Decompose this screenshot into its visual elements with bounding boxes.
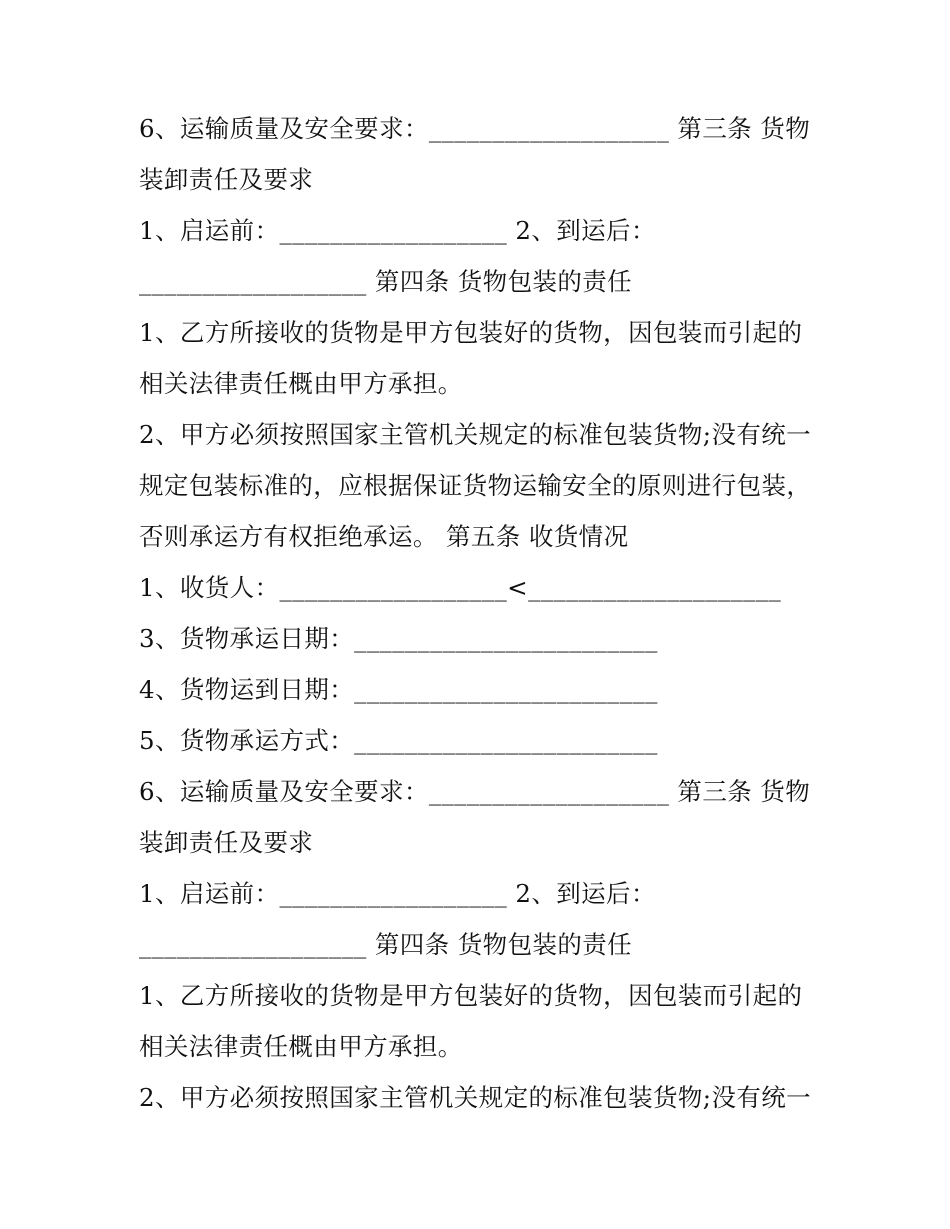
text-line: 2、甲方必须按照国家主管机关规定的标准包装货物;没有统一 [139,1083,812,1112]
text-line: 3、货物承运日期：________________________ [139,624,658,653]
text-line: 1、启运前：__________________ 2、到运后： [139,216,656,245]
text-line: 2、甲方必须按照国家主管机关规定的标准包装货物;没有统一 [139,420,812,449]
text-line: 1、收货人：__________________<____________________ [139,573,782,602]
text-line: 6、运输质量及安全要求：___________________ 第三条 货物 [139,114,811,143]
text-line: 5、货物承运方式：________________________ [139,726,658,755]
text-line: 6、运输质量及安全要求：___________________ 第三条 货物 [139,777,811,806]
text-line: 装卸责任及要求 [139,165,314,194]
text-line: __________________ 第四条 货物包装的责任 [139,267,633,296]
text-line: 4、货物运到日期：________________________ [139,675,658,704]
text-line: 装卸责任及要求 [139,828,314,857]
text-line: 否则承运方有权拒绝承运。 第五条 收货情况 [139,522,629,551]
text-line: __________________ 第四条 货物包装的责任 [139,930,633,959]
text-line: 1、乙方所接收的货物是甲方包装好的货物，因包装而引起的 [139,318,803,347]
text-line: 1、乙方所接收的货物是甲方包装好的货物，因包装而引起的 [139,981,803,1010]
text-line: 1、启运前：__________________ 2、到运后： [139,879,656,908]
text-line: 相关法律责任概由甲方承担。 [139,369,463,398]
text-line: 相关法律责任概由甲方承担。 [139,1032,463,1061]
text-line: 规定包装标准的，应根据保证货物运输安全的原则进行包装， [139,471,812,500]
